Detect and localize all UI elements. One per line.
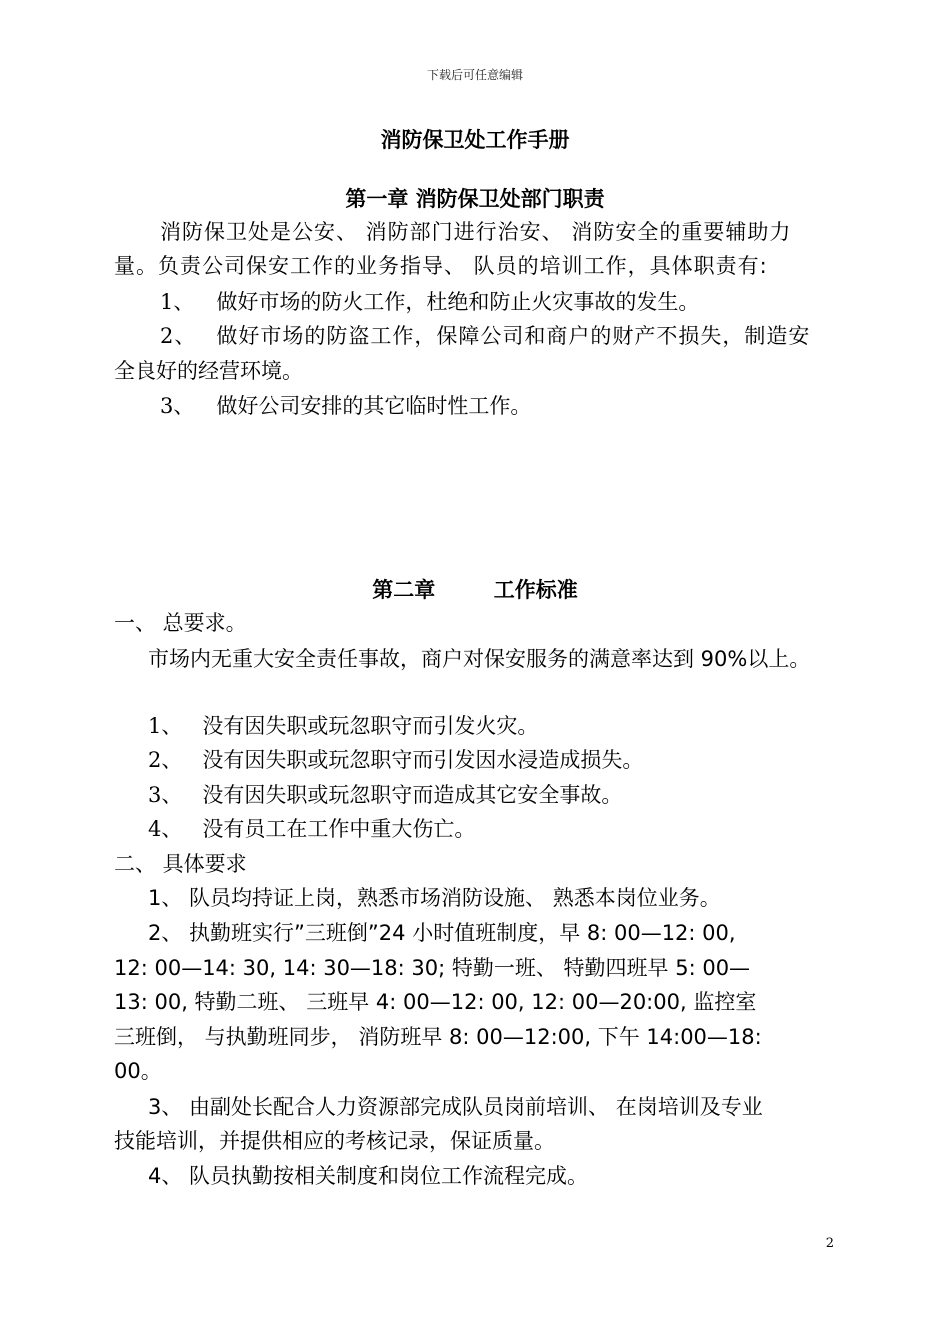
section1-item-3 (148, 781, 884, 809)
section1-item-2 (148, 746, 884, 774)
item-text: 没有因失职或玩忽职守而引发火灾。 (202, 714, 539, 738)
section2-line-9: 4、 队员执勤按相关制度和岗位工作流程完成。 (148, 1164, 589, 1188)
chapter1-item-3 (160, 392, 896, 420)
chapter1-item-2-cont: 全良好的经营环境。 (114, 359, 303, 383)
page-header: 下载后可任意编辑 (426, 68, 523, 82)
section2-line-1: 1、 队员均持证上岗，熟悉市场消防设施、 熟悉本岗位业务。 (148, 886, 721, 910)
item-text: 没有因失职或玩忽职守而造成其它安全事故。 (202, 783, 623, 807)
section2-line-5: 三班倒， 与执勤班同步， 消防班早 8: 00—12:00, 下午 14:00—18: (114, 1025, 762, 1049)
item-number: 4、 (148, 817, 183, 841)
section2-line-6: 00。 (114, 1059, 162, 1083)
chapter1-item-1 (160, 288, 896, 316)
item-text: 做好市场的防火工作，杜绝和防止火灾事故的发生。 (216, 290, 700, 314)
document-title: 消防保卫处工作手册 (380, 128, 570, 152)
chapter1-intro-line2: 量。负责公司保安工作的业务指导、 队员的培训工作，具体职责有: (114, 254, 768, 278)
section2-line-4: 13: 00, 特勤二班、 三班早 4: 00—12: 00, 12: 00—20:00, 监控室 (114, 990, 757, 1014)
item-number: 3、 (160, 394, 195, 418)
item-number: 2、 (148, 748, 183, 772)
chapter2-title: 第二章 工作标准 (372, 578, 578, 602)
item-text: 没有员工在工作中重大伤亡。 (202, 817, 476, 841)
item-text: 做好市场的防盗工作，保障公司和商户的财产不损失，制造安 (216, 324, 811, 348)
chapter1-item-2 (160, 322, 896, 350)
section2-heading: 二、 具体要求 (114, 852, 247, 876)
item-number: 1、 (160, 290, 195, 314)
section1-item-4 (148, 815, 884, 843)
chapter1-title: 第一章 消防保卫处部门职责 (345, 187, 605, 211)
section1-text: 市场内无重大安全责任事故，商户对保安服务的满意率达到 90%以上。 (148, 647, 811, 671)
section1-item-1 (148, 712, 884, 740)
chapter1-intro-line1: 消防保卫处是公安、 消防部门进行治安、 消防安全的重要辅助力 (160, 220, 792, 244)
item-text: 做好公司安排的其它临时性工作。 (216, 394, 532, 418)
item-number: 1、 (148, 714, 183, 738)
item-number: 3、 (148, 783, 183, 807)
section2-line-3: 12: 00—14: 30, 14: 30—18: 30; 特勤一班、 特勤四班早 5: 00— (114, 956, 751, 980)
item-text: 没有因失职或玩忽职守而引发因水浸造成损失。 (202, 748, 644, 772)
section2-line-8: 技能培训，并提供相应的考核记录，保证质量。 (114, 1129, 555, 1153)
section2-line-7: 3、 由副处长配合人力资源部完成队员岗前培训、 在岗培训及专业 (148, 1095, 763, 1119)
page-number: 2 (825, 1236, 834, 1251)
section2-line-2: 2、 执勤班实行”三班倒”24 小时值班制度，早 8: 00—12: 00, (148, 921, 736, 945)
item-number: 2、 (160, 324, 197, 348)
section1-heading: 一、 总要求。 (114, 611, 247, 635)
